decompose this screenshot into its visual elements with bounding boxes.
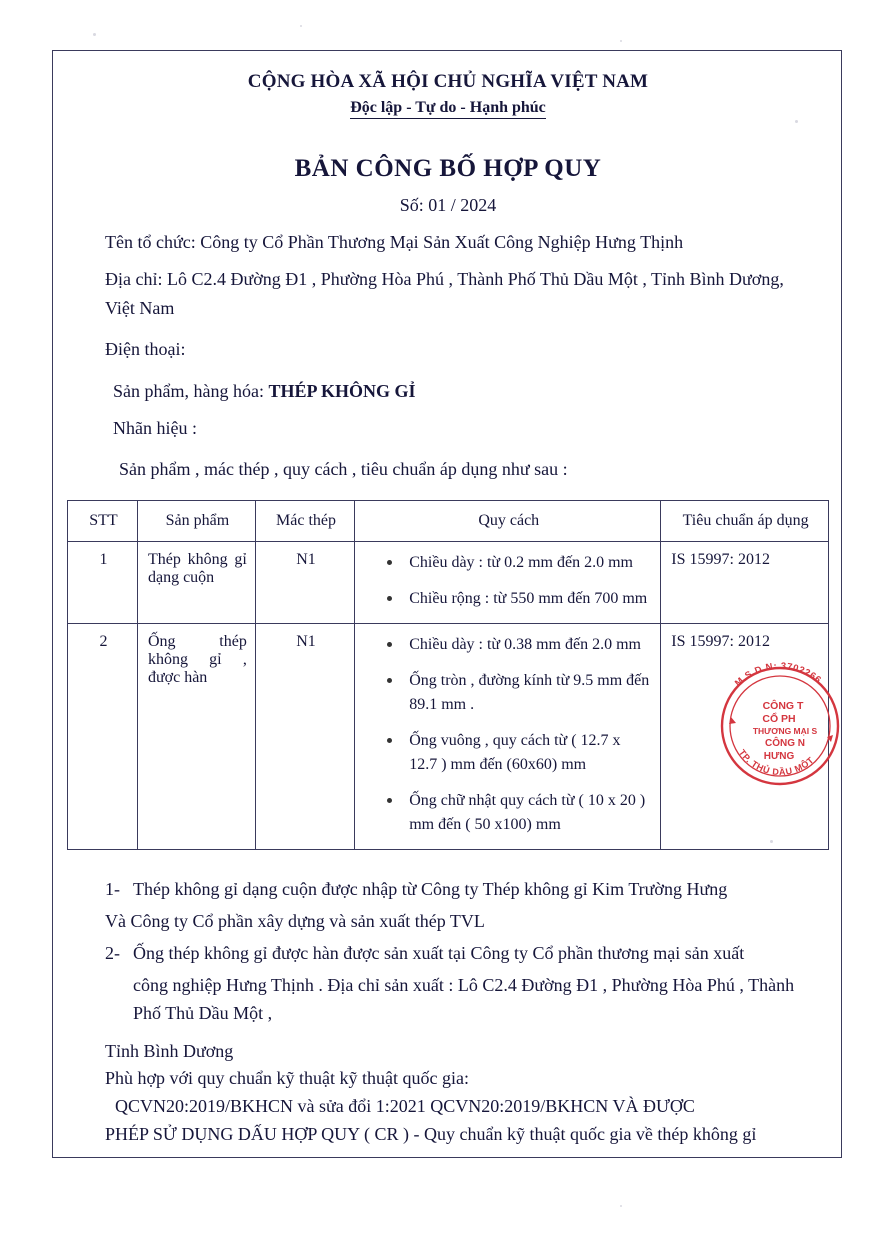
organization-name-line [53, 228, 843, 257]
notes-section [53, 876, 843, 1027]
stamp-arc-top-text: M.S.D.N: 3702266 [732, 660, 824, 690]
row1-stt: 1 [68, 542, 138, 624]
stamp-line-4: CÔNG N [765, 738, 805, 749]
national-motto: Độc lập - Tự do - Hạnh phúc [350, 99, 546, 119]
col-header-grade: Mác thép [255, 501, 354, 542]
national-header [53, 51, 843, 119]
document-border [52, 50, 842, 1158]
product-line [53, 377, 843, 406]
note-2-number: 2- [105, 942, 120, 963]
specs-intro: Sản phẩm , mác thép , quy cách , tiêu chuẩn áp dụng như sau : [119, 458, 568, 479]
document-number: Số: 01 / 2024 [399, 195, 497, 215]
note-1-text: Thép không gỉ dạng cuộn được nhập từ Công ty Thép không gỉ Kim Trường Hưng [133, 879, 728, 900]
document-content [53, 51, 843, 1149]
spec-table-wrapper [53, 500, 843, 850]
product-label: Sản phẩm, hàng hóa: [113, 380, 264, 401]
table-row [68, 542, 829, 624]
row2-grade: N1 [255, 624, 354, 850]
row2-spec-item: Ống vuông , quy cách từ ( 12.7 x 12.7 ) mm đến (60x60) mm [387, 729, 652, 777]
conformity-line-2: PHÉP SỬ DỤNG DẤU HỢP QUY ( CR ) - Quy chuẩn kỹ thuật quốc gia về thép không gỉ [105, 1124, 757, 1145]
stamp-line-2: CỔ PH [762, 713, 796, 725]
row2-spec-item: Ống tròn , đường kính từ 9.5 mm đến 89.1 mm . [387, 669, 652, 717]
table-header-row [68, 501, 829, 542]
stamp-line-3: THƯƠNG MẠI S [752, 726, 818, 736]
organization-address-value: Lô C2.4 Đường Đ1 , Phường Hòa Phú , Thành Phố Thủ Dầu Một , Tỉnh Bình Dương, Việt Nam [105, 269, 784, 319]
row1-product: Thép không gỉ dạng cuộn [137, 542, 255, 624]
conformity-intro: Phù hợp với quy chuẩn kỹ thuật kỹ thuật quốc gia: [105, 1068, 469, 1089]
row1-specs [355, 542, 661, 624]
organization-name-label: Tên tổ chức: [105, 232, 196, 252]
brand-label: Nhãn hiệu : [113, 417, 197, 438]
national-title: CỘNG HÒA XÃ HỘI CHỦ NGHĨA VIỆT NAM [247, 71, 649, 92]
organization-name-value: Công ty Cổ Phần Thương Mại Sản Xuất Công Nghiệp Hưng Thịnh [200, 232, 684, 252]
row2-standard: IS 15997: 2012 [661, 624, 829, 850]
note-2 [105, 940, 807, 968]
col-header-product: Sản phẩm [137, 501, 255, 542]
row2-spec-item: Ống chữ nhật quy cách từ ( 10 x 20 ) mm đến ( 50 x100) mm [387, 789, 652, 837]
conformity-line-1: QCVN20:2019/BKHCN và sửa đổi 1:2021 QCVN20:2019/BKHCN VÀ ĐƯỢC [115, 1096, 695, 1117]
row2-stt: 2 [68, 624, 138, 850]
row1-standard: IS 15997: 2012 [661, 542, 829, 624]
brand-line [53, 414, 843, 443]
row1-grade: N1 [255, 542, 354, 624]
organization-address-label: Địa chỉ: [105, 269, 163, 290]
organization-phone-label: Điện thoại: [105, 339, 186, 360]
province-line: Tỉnh Bình Dương [105, 1040, 234, 1061]
row2-specs [355, 624, 661, 850]
stamp-arc-bottom-text: TP. THỦ DẦU MỘT [736, 747, 816, 778]
note-1 [105, 876, 807, 904]
conformity-section [53, 1038, 843, 1150]
document-title: BẢN CÔNG BỐ HỢP QUY [294, 155, 602, 182]
note-2-continued: công nghiệp Hưng Thịnh . Địa chỉ sản xuất : Lô C2.4 Đường Đ1 , Phường Hòa Phú , Thành Phố Thủ Dầu Một , [133, 974, 795, 1023]
spec-table [67, 500, 829, 850]
col-header-standard: Tiêu chuẩn áp dụng [661, 501, 829, 542]
note-1-continued: Và Công ty Cổ phần xây dựng và sản xuất thép TVL [105, 910, 485, 931]
stamp-line-1: CÔNG T [762, 700, 804, 712]
note-2-text: Ống thép không gỉ được hàn được sản xuất tại Công ty Cổ phần thương mại sản xuất [133, 942, 745, 963]
row2-spec-item: Chiều dày : từ 0.38 mm đến 2.0 mm [387, 633, 652, 657]
col-header-spec: Quy cách [355, 501, 661, 542]
row1-spec-item: Chiều dày : từ 0.2 mm đến 2.0 mm [387, 551, 652, 575]
product-value: THÉP KHÔNG GỈ [268, 380, 416, 401]
col-header-stt: STT [68, 501, 138, 542]
stamp-line-5: HƯNG [763, 751, 795, 762]
table-row [68, 624, 829, 850]
note-1-number: 1- [105, 879, 120, 900]
organization-phone-line [53, 335, 843, 364]
organization-address-line [53, 265, 843, 323]
row1-spec-item: Chiều rộng : từ 550 mm đến 700 mm [387, 587, 652, 611]
row2-product: Ống thép không gỉ , được hàn [137, 624, 255, 850]
